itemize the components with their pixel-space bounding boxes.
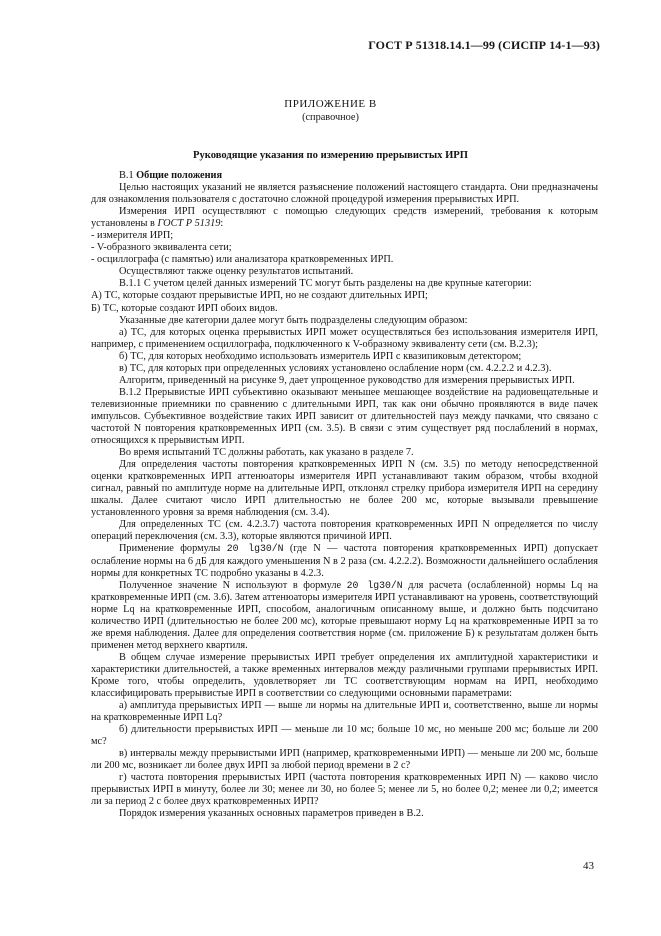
paragraph [91,580,598,652]
paragraph-text: Полученное значение N используют в формуле [119,579,347,591]
list-item: - осциллографа (с памятью) или анализатора кратковременных ИРП. [91,254,394,266]
paragraph [91,543,598,579]
list-item: - V-образного эквивалента сети; [91,242,232,254]
paragraph: Во время испытаний ТС должны работать, как указано в разделе 7. [119,447,414,459]
paragraph-text: для расчета (ослабленной) нормы Lq на кратковременные ИРП (см. 3.6). Затем аттенюаторы измерителя ИРП устанавливают на уровень, соответствующий норме Lq на кратковременные ИРП, способом, аналогичным описанному выше, и должно быть подсчитано количество ИРП (длительностью не более 200 мс), которые превышают норму Lq на кратковременные ИРП за то же время наблюдения. Далее для определения соответствия норме (см. приложение Б) к результатам должен быть применен метод верхнего квартиля. [91,579,598,651]
paragraph-text: (где N — частота повторения кратковременных ИРП) допускает ослабление нормы на 6 дБ для каждого уменьшения N в 2 раза (см. 4.2.2.2). Возможности дальнейшего ослабления нормы для конкретных ТС подробно указаны в 4.2.3. [91,543,599,579]
paragraph: Порядок измерения указанных основных параметров приведен в В.2. [119,808,424,820]
section-number: В.1 [119,170,134,181]
standard-id: ГОСТ Р 51318.14.1—99 (СИСПР 14-1—93) [368,38,600,52]
list-item: А) ТС, которые создают прерывистые ИРП, но не создают длительных ИРП; [91,290,428,302]
paragraph-text: Применение формулы [119,543,227,555]
paragraph: Алгоритм, приведенный на рисунке 9, дает упрощенное руководство для измерения прерывистых ИРП. [119,374,575,386]
page-title: Руководящие указания по измерению прерывистых ИРП [192,150,469,161]
appendix-label: ПРИЛОЖЕНИЕ В [284,98,377,110]
list-item: в) ТС, для которых при определенных условиях установлено ослабление норм (см. 4.2.2.2 и 4.2.3). [119,362,552,374]
paragraph: Целью настоящих указаний не является разъяснение положений настоящего стандарта. Они предназначены для ознакомления пользователя с достаточно сложной процедурой измерения прерывистых ИРП. [91,182,598,206]
page-number: 43 [583,860,594,872]
paragraph-text: : [220,218,224,230]
formula: 20 lg30/N [226,543,284,555]
paragraph: Указанные две категории далее могут быть подразделены следующим образом: [119,314,468,326]
section-title: Общие положения [136,170,223,181]
paragraph [91,206,598,230]
list-item: б) длительности прерывистых ИРП — меньше ли 10 мс; больше 10 мс, но меньше 200 мс; больше ли 200 мс? [91,724,598,748]
paragraph: Для определенных ТС (см. 4.2.3.7) частота повторения кратковременных ИРП N определяется по числу операций переключения (см. 3.3), которые являются причиной ИРП. [91,519,598,543]
paragraph: В общем случае измерение прерывистых ИРП требует определения их амплитудной характеристики и характеристики длительностей, а также временных интервалов между различными группами прерывистых ИРП. Кроме того, чтобы определить, удовлетворяет ли ТС соответствующим нормам на ИРП, необходимо классифицировать прерывистые ИРП в соответствии со следующими основными параметрами: [91,651,598,700]
section-heading [91,170,598,182]
body-text [91,170,598,821]
formula: 20 lg30/N [346,579,403,591]
list-item: в) интервалы между прерывистыми ИРП (например, кратковременными ИРП) — меньше ли 200 мс, больше ли 200 мс, возникает ли более двух ИРП за любой период времени в 2 с? [91,748,598,772]
paragraph: В.1.1 С учетом целей данных измерений ТС могут быть разделены на две крупные категории: [119,278,532,290]
paragraph: Осуществляют также оценку результатов испытаний. [119,266,354,278]
list-item: - измерителя ИРП; [91,230,174,242]
paragraph-text: Измерения ИРП осуществляют с помощью следующих средств измерений, требования к которым установлены в [91,206,598,230]
list-item: г) частота повторения прерывистых ИРП (частота повторения кратковременных ИРП N) — каково число прерывистых ИРП в минуту, более ли 30; менее ли 30, но более 5; менее ли 5, но более 0,2; менее ли 0,2; имеется ли за период 2 с более двух кратковременных ИРП? [91,772,598,808]
paragraph: В.1.2 Прерывистые ИРП субъективно оказывают меньшее мешающее воздействие на радиовещательные и телевизионные приемники по сравнению с длительными ИРП, так как они обычно проявляются в виде пачек импульсов. Субъективное воздействие таких ИРП зависит от длительностей пауз между пачками, что связано с частотой N повторения кратковременных ИРП (см. 3.5). В связи с этим существует ряд послаблений в нормах, относящихся к прерывистым ИРП. [91,386,598,447]
list-item: Б) ТС, которые создают ИРП обоих видов. [91,302,278,314]
appendix-note: (справочное) [302,112,359,123]
paragraph: Для определения частоты повторения кратковременных ИРП N (см. 3.5) по методу непосредственной оценки кратковременных ИРП аттенюаторы измерителя ИРП устанавливают таким образом, чтобы входной сигнал, равный по амплитуде норме на длительные ИРП, отклонял стрелку прибора измерителя ИРП на середину шкалы. Далее считают число ИРП длительностью не более 200 мс, которые вызывали превышение установленного уровня за время наблюдения (см. 3.4). [91,459,598,519]
list-item: б) ТС, для которых необходимо использовать измеритель ИРП с квазипиковым детектором; [119,350,522,362]
standard-reference: ГОСТ Р 51319 [157,218,221,230]
list-item: а) амплитуда прерывистых ИРП — выше ли нормы на длительные ИРП и, соответственно, выше ли нормы на кратковременные ИРП Lq? [91,700,598,724]
list-item: а) ТС, для которых оценка прерывистых ИРП может осуществляться без использования измерителя ИРП, например, с применением осциллографа, подключенного к V-образному эквиваленту сети (см. В.2.3); [91,326,598,350]
